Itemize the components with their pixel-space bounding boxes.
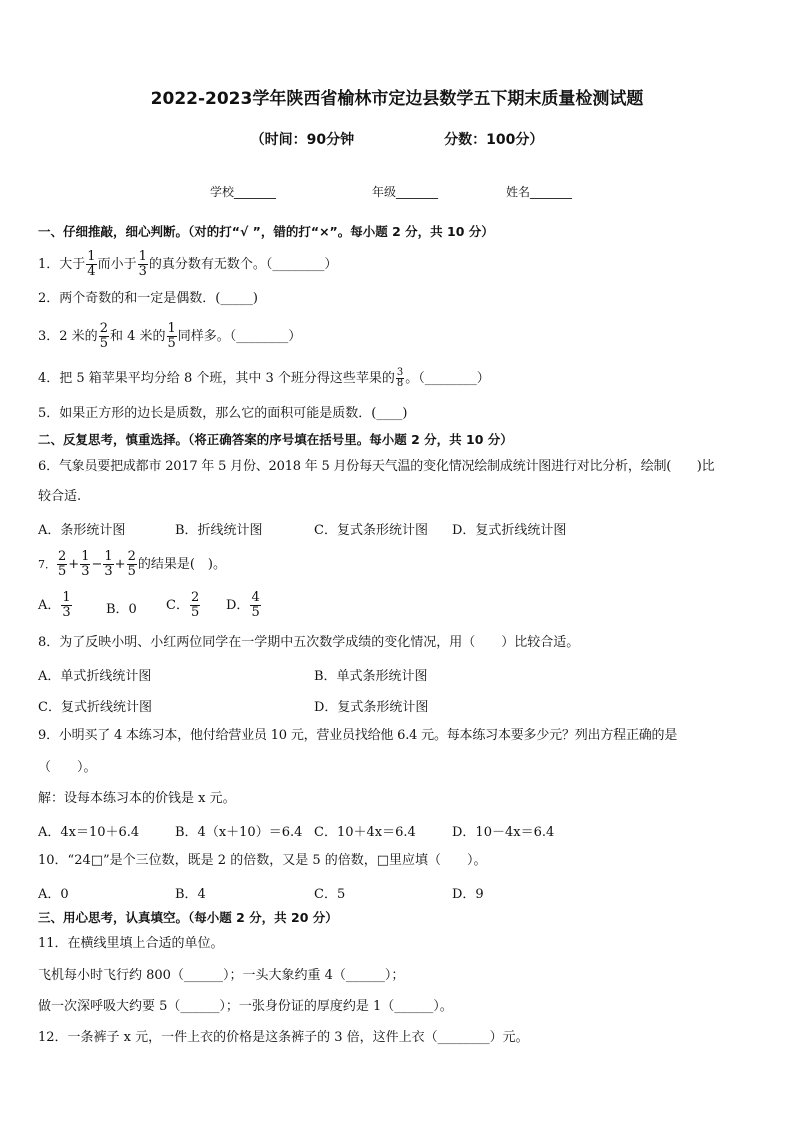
numerator: 2 xyxy=(99,321,108,336)
denominator: 5 xyxy=(99,336,108,351)
q10-option-c[interactable]: C．5 xyxy=(314,887,346,902)
q10-option-a[interactable]: A．0 xyxy=(38,887,69,902)
numerator: 2 xyxy=(190,590,200,605)
question-6-line-1: 6．气象员要把成都市 2017 年 5 月份、2018 年 5 月份每天气温的变化情况绘制成统计图进行对比分析，绘制( )比 xyxy=(38,459,715,474)
question-11-line-1: 11．在横线里填上合适的单位。 xyxy=(38,936,224,951)
numerator: 1 xyxy=(167,321,176,336)
q10-option-b[interactable]: B．4 xyxy=(175,887,206,902)
option-label: D． xyxy=(226,598,250,613)
section-3-header: 三、用心思考，认真填空。（每小题 2 分，共 20 分） xyxy=(38,910,338,925)
numerator: 1 xyxy=(104,549,113,564)
numerator: 4 xyxy=(251,590,260,605)
q6-option-c[interactable]: C．复式条形统计图 xyxy=(314,523,428,538)
q1-text-c: 的真分数有无数个。（________） xyxy=(148,257,338,272)
numerator: 2 xyxy=(58,549,67,564)
question-9-line-2: （ ）。 xyxy=(38,760,97,775)
exam-meta xyxy=(0,131,794,149)
fraction xyxy=(396,368,404,389)
q4-text-a: 4．把 5 箱苹果平均分给 8 个班，其中 3 个班分得这些苹果的 xyxy=(38,371,395,386)
question-11-line-3: 做一次深呼吸大约要 5（______）；一张身份证的厚度约是 1（______）。 xyxy=(38,999,453,1014)
operator: + xyxy=(114,557,126,572)
numerator: 1 xyxy=(62,590,71,605)
fraction xyxy=(127,550,137,579)
q10-option-d[interactable]: D．9 xyxy=(452,887,484,902)
fraction xyxy=(138,250,148,279)
name-field[interactable]: 姓名_______ xyxy=(506,185,573,199)
operator: − xyxy=(91,557,103,572)
question-10: 10．“24□”是个三位数，既是 2 的倍数，又是 5 的倍数，□里应填（ ）。 xyxy=(38,853,487,868)
fraction xyxy=(80,550,90,579)
section-1-header: 一、仔细推敲，细心判断。（对的打“√ ”，错的打“×”。每小题 2 分，共 10 分） xyxy=(38,224,494,239)
denominator: 3 xyxy=(138,264,147,279)
q8-option-c[interactable]: C．复式折线统计图 xyxy=(38,700,152,715)
question-3 xyxy=(38,322,764,351)
denominator: 5 xyxy=(127,564,136,579)
denominator: 3 xyxy=(81,564,90,579)
question-6-line-2: 较合适. xyxy=(38,489,82,504)
q7-option-a[interactable] xyxy=(38,591,73,620)
denominator: 5 xyxy=(251,605,260,620)
fraction xyxy=(61,591,71,620)
q8-option-b[interactable]: B．单式条形统计图 xyxy=(314,669,428,684)
fraction xyxy=(57,550,67,579)
option-label: C． xyxy=(166,598,189,613)
numerator: 3 xyxy=(396,367,404,378)
grade-field[interactable]: 年级_______ xyxy=(372,185,439,199)
q7-number: 7． xyxy=(38,558,56,571)
q7-option-b[interactable]: B．0 xyxy=(106,602,137,617)
fraction xyxy=(103,550,113,579)
question-1 xyxy=(38,250,764,279)
fraction xyxy=(190,591,200,620)
numerator: 2 xyxy=(127,549,136,564)
numerator: 1 xyxy=(138,249,147,264)
q6-option-a[interactable]: A．条形统计图 xyxy=(38,523,126,538)
operator: + xyxy=(68,557,80,572)
question-9-line-3: 解：设每本练习本的价钱是 x 元。 xyxy=(38,791,236,806)
q7-text: 的结果是( )。 xyxy=(137,557,226,572)
q9-option-c[interactable]: C．10＋4x＝6.4 xyxy=(314,825,416,840)
question-4 xyxy=(38,368,764,389)
denominator: 3 xyxy=(62,605,71,620)
fraction xyxy=(99,322,109,351)
q4-text-b: 。（________） xyxy=(405,371,490,386)
denominator: 5 xyxy=(58,564,67,579)
question-9-line-1: 9．小明买了 4 本练习本，他付给营业员 10 元，营业员找给他 6.4 元。每本练习本要多少元？列出方程正确的是 xyxy=(38,728,678,743)
fraction xyxy=(86,250,96,279)
q7-option-d[interactable] xyxy=(226,591,262,620)
question-11-line-2: 飞机每小时飞行约 800（______）；一头大象约重 4（______）； xyxy=(38,968,405,983)
q3-text-b: 和 4 米的 xyxy=(109,329,166,344)
numerator: 1 xyxy=(81,549,90,564)
denominator: 8 xyxy=(396,378,404,389)
section-2-header: 二、反复思考，慎重选择。（将正确答案的序号填在括号里。每小题 2 分，共 10 分） xyxy=(38,432,513,447)
denominator: 4 xyxy=(87,264,96,279)
q1-text-a: 1．大于 xyxy=(38,257,86,272)
school-field[interactable]: 学校_______ xyxy=(210,185,277,199)
fraction xyxy=(250,591,260,620)
denominator: 5 xyxy=(190,605,200,620)
denominator: 5 xyxy=(167,336,176,351)
q6-option-d[interactable]: D．复式折线统计图 xyxy=(452,523,567,538)
question-12: 12．一条裤子 x 元，一件上衣的价格是这条裤子的 3 倍，这件上衣（________）元。 xyxy=(38,1030,529,1045)
question-5: 5．如果正方形的边长是质数，那么它的面积可能是质数．(____) xyxy=(38,406,408,421)
exam-time: （时间：90分钟 xyxy=(250,132,355,148)
q9-option-b[interactable]: B．4（x＋10）＝6.4 xyxy=(175,825,303,840)
q7-option-c[interactable] xyxy=(166,591,201,620)
option-label: A． xyxy=(38,598,61,613)
question-2: 2．两个奇数的和一定是偶数．(_____) xyxy=(38,291,258,306)
fraction xyxy=(167,322,177,351)
question-8: 8．为了反映小明、小红两位同学在一学期中五次数学成绩的变化情况，用（ ）比较合适。 xyxy=(38,635,580,650)
q6-option-b[interactable]: B．折线统计图 xyxy=(175,523,263,538)
q3-text-a: 3．2 米的 xyxy=(38,329,98,344)
q3-text-c: 同样多。（________） xyxy=(177,329,302,344)
q8-option-d[interactable]: D．复式条形统计图 xyxy=(314,700,429,715)
numerator: 1 xyxy=(87,249,96,264)
page-title: 2022-2023学年陕西省榆林市定边县数学五下期末质量检测试题 xyxy=(150,89,644,109)
exam-score: 分数：100分） xyxy=(444,132,544,148)
denominator: 3 xyxy=(104,564,113,579)
q1-text-b: 而小于 xyxy=(97,257,137,272)
question-7 xyxy=(38,550,764,579)
q9-option-d[interactable]: D．10－4x＝6.4 xyxy=(452,825,555,840)
q9-option-a[interactable]: A．4x＝10＋6.4 xyxy=(38,825,140,840)
q8-option-a[interactable]: A．单式折线统计图 xyxy=(38,669,152,684)
